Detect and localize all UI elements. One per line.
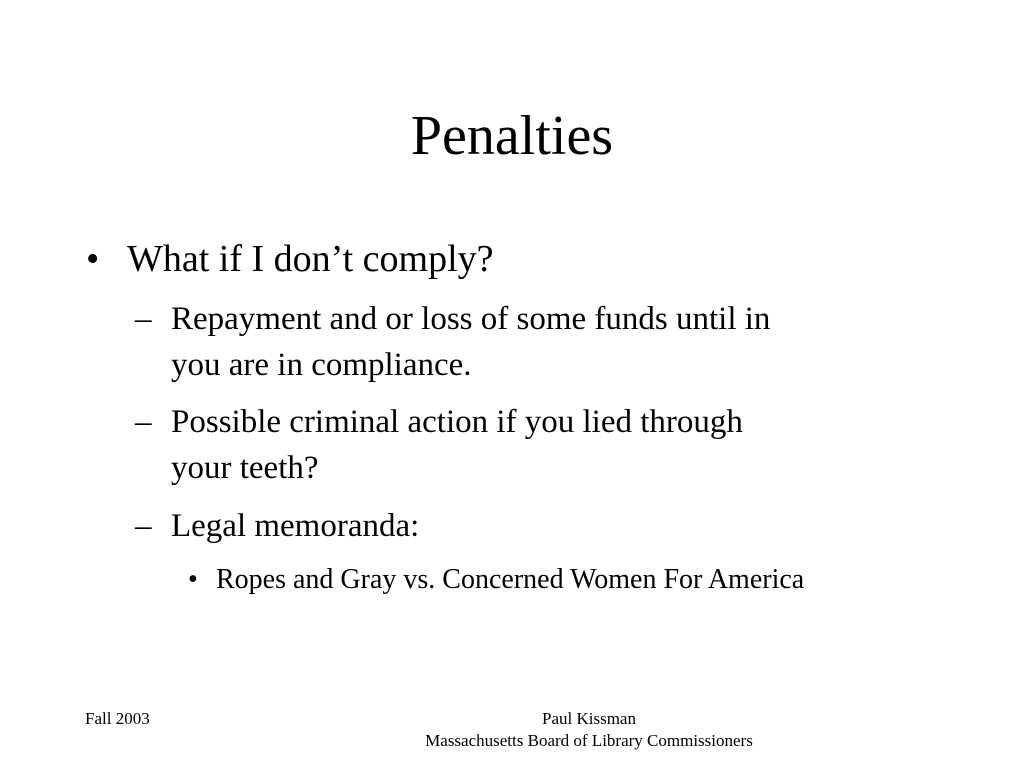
footer-organization: Massachusetts Board of Library Commissioners xyxy=(425,731,753,750)
footer-author: Paul Kissman xyxy=(542,709,636,728)
dash-marker-sub3: – xyxy=(135,508,152,544)
dash-marker-sub1: – xyxy=(135,301,152,337)
sub-bullet-1-line-1: Repayment and or loss of some funds until in xyxy=(171,301,771,337)
footer-date: Fall 2003 xyxy=(85,709,150,728)
sub-sub-bullet-1-text: Ropes and Gray vs. Concerned Women For America xyxy=(216,564,805,595)
footer-credits xyxy=(384,708,794,752)
dash-marker-sub2: – xyxy=(135,404,152,440)
bullet-main-text: What if I don’t comply? xyxy=(127,238,494,280)
bullet-marker-subsub1: • xyxy=(188,564,198,595)
sub-bullet-2-line-1: Possible criminal action if you lied through xyxy=(171,404,743,440)
sub-bullet-1-line-2: you are in compliance. xyxy=(171,347,472,383)
slide-title: Penalties xyxy=(410,105,614,167)
sub-bullet-2-line-2: your teeth? xyxy=(171,450,319,486)
sub-bullet-3-text: Legal memoranda: xyxy=(171,508,420,544)
bullet-marker-main: • xyxy=(86,238,100,280)
